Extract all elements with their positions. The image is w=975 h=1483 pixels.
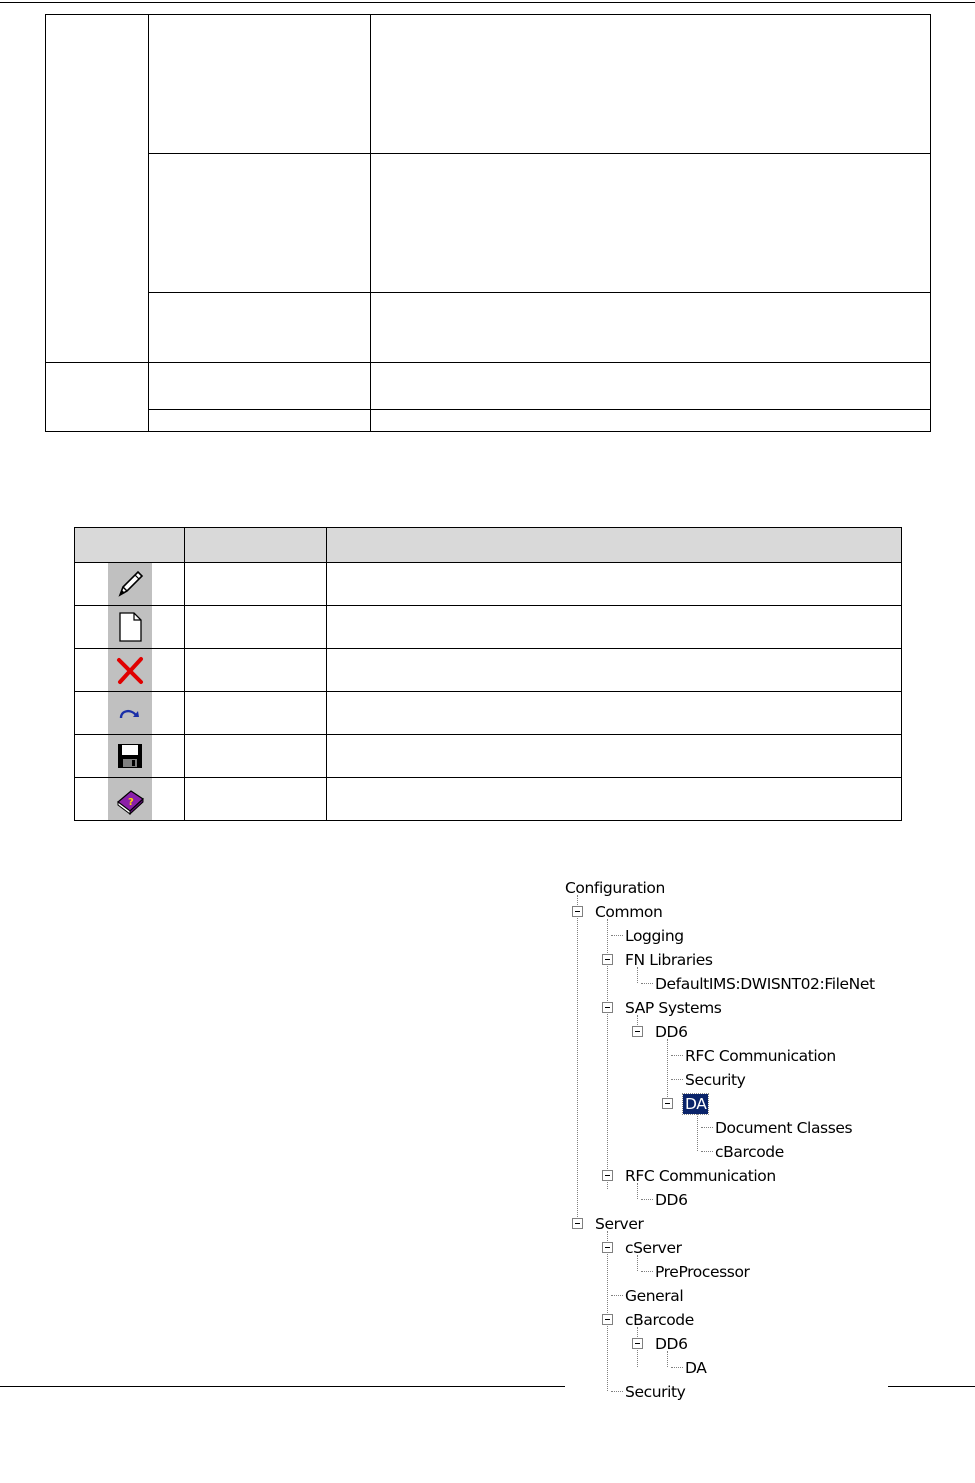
row-name <box>185 606 327 649</box>
tree-connector <box>607 1231 608 1391</box>
table-row <box>75 692 902 735</box>
table-row <box>46 154 931 293</box>
collapse-toggle-icon[interactable] <box>572 1218 583 1229</box>
footer-rule-right <box>888 1386 975 1387</box>
collapse-toggle-icon[interactable] <box>602 1002 613 1013</box>
row-name <box>185 649 327 692</box>
table-row <box>46 410 931 432</box>
new-document-icon[interactable] <box>108 606 152 648</box>
table-cell <box>371 410 931 432</box>
table-row <box>46 293 931 363</box>
tree-connector <box>641 983 653 984</box>
collapse-toggle-icon[interactable] <box>602 1242 613 1253</box>
table-cell <box>149 410 371 432</box>
collapse-toggle-icon[interactable] <box>632 1026 643 1037</box>
table-cell <box>371 293 931 363</box>
table-cell <box>149 15 371 154</box>
svg-text:?: ? <box>127 797 134 808</box>
tree-node-rfc-communication[interactable]: RFC Communication <box>685 1047 836 1065</box>
tree-connector <box>671 1055 683 1056</box>
row-description <box>327 563 902 606</box>
collapse-toggle-icon[interactable] <box>662 1098 673 1109</box>
tree-node-da-selected[interactable]: DA <box>685 1095 707 1113</box>
row-name <box>185 778 327 821</box>
tree-node-logging[interactable]: Logging <box>625 927 684 945</box>
tree-node-security-2[interactable]: Security <box>625 1383 686 1401</box>
tree-node-general[interactable]: General <box>625 1287 684 1305</box>
row-name <box>185 735 327 778</box>
tree-node-da-2[interactable]: DA <box>685 1359 707 1377</box>
row-description <box>327 606 902 649</box>
table-cell <box>46 363 149 432</box>
toolbar-icons-table <box>74 527 902 821</box>
tree-connector <box>577 895 578 1225</box>
tree-node-cbarcode-2[interactable]: cBarcode <box>625 1311 694 1329</box>
row-description <box>327 692 902 735</box>
tree-node-fn-libraries[interactable]: FN Libraries <box>625 951 713 969</box>
tree-node-rfc-communication-2[interactable]: RFC Communication <box>625 1167 776 1185</box>
collapse-toggle-icon[interactable] <box>572 906 583 917</box>
tree-node-preprocessor[interactable]: PreProcessor <box>655 1263 750 1281</box>
tree-node-security[interactable]: Security <box>685 1071 746 1089</box>
help-book-icon[interactable] <box>108 778 152 820</box>
tree-connector <box>667 1039 668 1103</box>
tree-connector <box>671 1079 683 1080</box>
tree-connector <box>701 1151 713 1152</box>
table-header-row <box>75 528 902 563</box>
row-name <box>185 563 327 606</box>
collapse-toggle-icon[interactable] <box>602 1314 613 1325</box>
table-row <box>75 649 902 692</box>
tree-node-common[interactable]: Common <box>595 903 663 921</box>
collapse-toggle-icon[interactable] <box>602 954 613 965</box>
table-cell <box>371 15 931 154</box>
tree-node-configuration[interactable]: Configuration <box>565 879 665 897</box>
tree-node-dd6-3[interactable]: DD6 <box>655 1335 688 1353</box>
tree-node-default-ims[interactable]: DefaultIMS:DWISNT02:FileNet <box>655 975 875 993</box>
tree-connector <box>611 1391 623 1392</box>
row-name <box>185 692 327 735</box>
table-row <box>75 606 902 649</box>
header-name-column <box>185 528 327 563</box>
table-cell <box>371 154 931 293</box>
tree-node-server[interactable]: Server <box>595 1215 644 1233</box>
row-description <box>327 649 902 692</box>
refresh-arrow-icon[interactable] <box>108 692 152 734</box>
configuration-tree <box>557 873 887 1403</box>
tree-node-dd6[interactable]: DD6 <box>655 1023 688 1041</box>
table-cell <box>149 154 371 293</box>
tree-node-dd6-2[interactable]: DD6 <box>655 1191 688 1209</box>
collapse-toggle-icon[interactable] <box>602 1170 613 1181</box>
tree-node-document-classes[interactable]: Document Classes <box>715 1119 853 1137</box>
red-x-delete-icon[interactable] <box>108 649 152 691</box>
table-row <box>75 778 902 821</box>
tree-connector <box>641 1199 653 1200</box>
row-description <box>327 735 902 778</box>
header-icon-column <box>75 528 185 563</box>
header-description-column <box>327 528 902 563</box>
collapse-toggle-icon[interactable] <box>632 1338 643 1349</box>
table-row <box>75 735 902 778</box>
row-description <box>327 778 902 821</box>
footer-rule-left <box>0 1386 565 1387</box>
tree-node-cserver[interactable]: cServer <box>625 1239 682 1257</box>
table-row <box>46 15 931 154</box>
tree-connector <box>611 935 623 936</box>
tree-connector <box>641 1271 653 1272</box>
tree-node-sap-systems[interactable]: SAP Systems <box>625 999 722 1017</box>
table-cell <box>149 293 371 363</box>
tree-connector <box>671 1367 683 1368</box>
table-cell <box>46 15 149 363</box>
top-rule <box>0 2 975 3</box>
table-row <box>75 563 902 606</box>
tree-connector <box>611 1295 623 1296</box>
table-row <box>46 363 931 410</box>
upper-table <box>45 14 931 432</box>
table-cell <box>371 363 931 410</box>
floppy-save-icon[interactable] <box>108 735 152 777</box>
tree-connector <box>701 1127 713 1128</box>
table-cell <box>149 363 371 410</box>
tree-node-cbarcode[interactable]: cBarcode <box>715 1143 784 1161</box>
tree-connector <box>697 1111 698 1151</box>
pencil-edit-icon[interactable] <box>108 563 152 605</box>
